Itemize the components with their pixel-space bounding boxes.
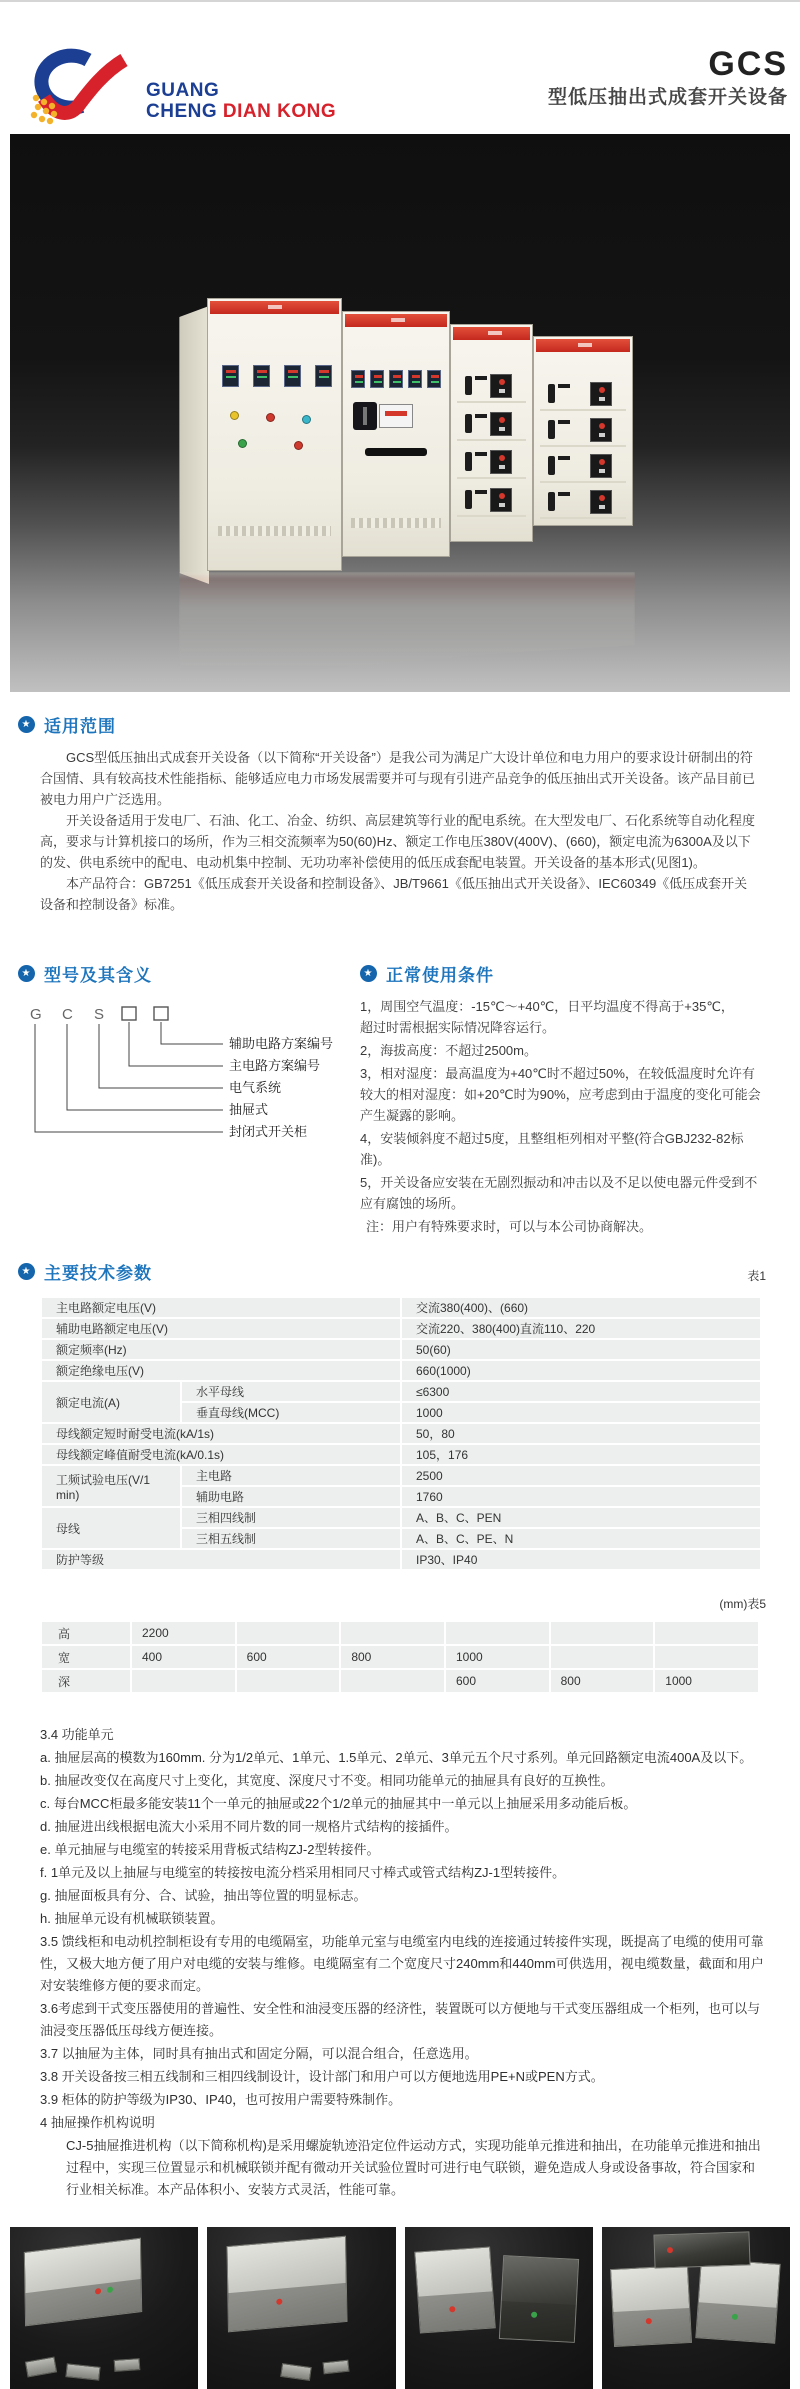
- section-bullet-icon: ★: [18, 965, 35, 982]
- main-product-photo: [10, 134, 790, 692]
- model-section-title: 型号及其含义: [44, 966, 152, 985]
- condition-item: 2，海拔高度：不超过2500m。: [360, 1043, 537, 1058]
- feature-line: 3.8 开关设备按三相五线制和三相四线制设计，设计部门和用户可以方便地选用PE+N或PEN方式。: [40, 2069, 604, 2084]
- cabinet-panel-2: [342, 311, 450, 557]
- scope-paragraph: 本产品符合：GB7251《低压成套开关设备和控制设备》、JB/T9661《低压抽出式开关设备》、IEC60349《低压成套开关设备和控制设备》标准。: [40, 876, 748, 912]
- dim-label: 深: [41, 1669, 131, 1693]
- scope-section-title: 适用范围: [44, 717, 116, 736]
- param-sublabel: 三相五线制: [181, 1528, 401, 1549]
- drawer-unit-photo-4: [602, 2227, 790, 2389]
- feature-line: 3.7 以抽屉为主体，同时具有抽出式和固定分隔，可以混合组合，任意选用。: [40, 2046, 478, 2061]
- param-value: 660(1000): [401, 1360, 761, 1381]
- param-value: 交流220、380(400)直流110、220: [401, 1318, 761, 1339]
- feature-line: 3.4 功能单元: [40, 1727, 114, 1742]
- feature-line: g. 抽屉面板具有分、合、试验，抽出等位置的明显标志。: [40, 1888, 367, 1903]
- company-brand: [18, 28, 336, 128]
- dim-value: [654, 1645, 759, 1669]
- cabinet-side-face: [179, 306, 209, 584]
- dim-value: [654, 1621, 759, 1645]
- conditions-section-header: [360, 961, 766, 986]
- section-technical-parameters: [0, 1259, 800, 1571]
- section-operating-conditions: [360, 961, 800, 1239]
- company-name-line2-blue: CHENG: [146, 101, 218, 122]
- model-code-diagram: [18, 1002, 358, 1152]
- svg-text:S: S: [94, 1006, 105, 1023]
- dim-value: 600: [445, 1669, 550, 1693]
- condition-item: 4，安装倾斜度不超过5度，且整组柜列相对平整(符合GBJ232-82标准)。: [360, 1131, 744, 1167]
- condition-item: 1，周围空气温度：-15℃～+40℃，日平均温度不得高于+35℃， 超过时需根据实际情况降容运行。: [360, 999, 754, 1035]
- feature-line: CJ-5抽屉推进机构（以下简称机构)是采用螺旋轨迹沿定位件运动方式，实现功能单元推进和抽出，在功能单元推进和抽出过程中，实现三位置显示和机械联锁并配有微动开关试验位置时可进行电气联锁，避免造成人身或设备事故，符合国家和行业相关标准。本产品体积小、安装方式灵活，性能可靠。: [66, 2138, 761, 2197]
- param-sublabel: 辅助电路: [181, 1486, 401, 1507]
- drawer-unit-photo-2: [207, 2227, 395, 2389]
- feature-line: h. 抽屉单元设有机械联锁装置。: [40, 1911, 224, 1926]
- param-value: IP30、IP40: [401, 1549, 761, 1570]
- section-bullet-icon: ★: [18, 716, 35, 733]
- conditions-section-title: 正常使用条件: [386, 966, 494, 985]
- dim-value: [340, 1621, 445, 1645]
- param-value: 交流380(400)、(660): [401, 1297, 761, 1318]
- param-label: 工频试验电压(V/1 min): [41, 1465, 181, 1507]
- drawer-unit-photo-1: [10, 2227, 198, 2389]
- condition-item: 5，开关设备应安装在无剧烈振动和冲击以及不足以使电器元件受到不应有腐蚀的场所。: [360, 1175, 758, 1211]
- param-label: 额定电流(A): [41, 1381, 181, 1423]
- cabinet-panel-3: [450, 324, 533, 542]
- dim-value: [236, 1621, 341, 1645]
- feature-line: 4 抽屉操作机构说明: [40, 2115, 155, 2130]
- condition-item: 3，相对湿度：最高温度为+40℃时不超过50%，在较低温度时允许有较大的相对湿度：如+20℃时为90%，应考虑到由于温度的变化可能会产生凝露的影响。: [360, 1066, 761, 1123]
- param-sublabel: 水平母线: [181, 1381, 401, 1402]
- feature-line: 3.9 柜体的防护等级为IP30、IP40，也可按用户需要特殊制作。: [40, 2092, 402, 2107]
- param-label: 母线额定短时耐受电流(kA/1s): [41, 1423, 401, 1444]
- parameters-table: [40, 1296, 762, 1571]
- feature-line: d. 抽屉进出线根据电流大小采用不同片数的同一规格片式结构的接插件。: [40, 1819, 458, 1834]
- svg-text:抽屉式: 抽屉式: [229, 1102, 269, 1117]
- company-name-line1: GUANG: [146, 80, 220, 101]
- cabinet-panel-1: [207, 298, 342, 571]
- feature-line: f. 1单元及以上抽屉与电缆室的转接按电流分档采用相同尺寸棒式或管式结构ZJ-1型转接件。: [40, 1865, 566, 1880]
- feature-line: 3.5 馈线柜和电动机控制柜设有专用的电缆隔室，功能单元室与电缆室内电线的连接通过转接件实现，既提高了电缆的使用可靠性，又极大地方便了用户对电缆的安装与维修。电缆隔室有二个宽度尺寸240mm和440mm可供选用，视电缆数量，截面和用户对安装维修方便的要求而定。: [40, 1934, 764, 1993]
- table5-tag: (mm)表5: [719, 1597, 766, 1611]
- param-sublabel: 垂直母线(MCC): [181, 1402, 401, 1423]
- param-sublabel: 主电路: [181, 1465, 401, 1486]
- section-model-meaning: [0, 961, 360, 1239]
- drawer-unit-gallery: [10, 2227, 790, 2389]
- scope-paragraph: 开关设备适用于发电厂、石油、化工、冶金、纺织、高层建筑等行业的配电系统。在大型发电厂、石化系统等自动化程度高，要求与计算机接口的场所，作为三相交流频率为50(60)Hz、额定工作电压380V(400V)、(660)，额定电流为6300A及以下的发、供电系统中的配电、电动机集中控制、无功功率补偿使用的低压成套配电装置。开关设备的基本形式(见图1)。: [40, 813, 756, 870]
- svg-text:封闭式开关柜: 封闭式开关柜: [229, 1124, 308, 1139]
- scope-section-header: [18, 712, 800, 737]
- company-name: [146, 80, 336, 128]
- feature-line: a. 抽屉层高的模数为160mm. 分为1/2单元、1单元、1.5单元、2单元、3单元五个尺寸系列。单元回路额定电流400A及以下。: [40, 1750, 753, 1765]
- param-label: 额定绝缘电压(V): [41, 1360, 401, 1381]
- param-value: 1000: [401, 1402, 761, 1423]
- cabinet-panel-4: [533, 336, 633, 526]
- param-value: 105，176: [401, 1444, 761, 1465]
- model-section-header: [18, 961, 360, 986]
- scope-paragraph: GCS型低压抽出式成套开关设备（以下简称“开关设备”）是我公司为满足广大设计单位和电力用户的要求设计研制出的符合国情、具有较高技术性能指标、能够适应电力市场发展需要并可与现有引进产品竞争的低压抽出式开关设备。该产品目前已被电力用户广泛选用。: [40, 750, 756, 807]
- section-scope: [0, 712, 800, 915]
- dim-value: [445, 1621, 550, 1645]
- param-value: 2500: [401, 1465, 761, 1486]
- section-dimensions: [0, 1595, 800, 1694]
- company-name-line2-red: DIAN KONG: [222, 101, 337, 122]
- floor-reflection: [179, 572, 635, 690]
- svg-text:电气系统: 电气系统: [229, 1080, 282, 1095]
- param-label: 母线: [41, 1507, 181, 1549]
- dim-value: [236, 1669, 341, 1693]
- section-bullet-icon: ★: [18, 1263, 35, 1280]
- feature-line: c. 每台MCC柜最多能安装11个一单元的抽屉或22个1/2单元的抽屉其中一单元以上抽屉采用多动能后板。: [40, 1796, 637, 1811]
- param-value: 1760: [401, 1486, 761, 1507]
- drawer-unit-photo-3: [405, 2227, 593, 2389]
- params-section-header: [18, 1259, 152, 1284]
- dim-label: 高: [41, 1621, 131, 1645]
- param-label: 母线额定峰值耐受电流(kA/0.1s): [41, 1444, 401, 1465]
- dim-value: 1000: [445, 1645, 550, 1669]
- svg-text:辅助电路方案编号: 辅助电路方案编号: [229, 1036, 334, 1051]
- dim-label: 宽: [41, 1645, 131, 1669]
- section-feature-notes: [40, 1724, 764, 2201]
- dim-value: 400: [131, 1645, 236, 1669]
- dim-value: 2200: [131, 1621, 236, 1645]
- dim-value: [550, 1621, 655, 1645]
- table1-tag: 表1: [747, 1269, 766, 1283]
- dim-value: 800: [340, 1645, 445, 1669]
- dim-value: [131, 1669, 236, 1693]
- param-value: A、B、C、PEN: [401, 1507, 761, 1528]
- param-value: 50(60): [401, 1339, 761, 1360]
- svg-text:G: G: [30, 1006, 42, 1023]
- param-value: 50，80: [401, 1423, 761, 1444]
- condition-note: 注：用户有特殊要求时，可以与本公司协商解决。: [366, 1219, 653, 1234]
- page-header: [0, 2, 800, 128]
- feature-line: b. 抽屉改变仅在高度尺寸上变化，其宽度、深度尺寸不变。相同功能单元的抽屉具有良好的互换性。: [40, 1773, 614, 1788]
- dim-value: 600: [236, 1645, 341, 1669]
- product-title-block: [548, 28, 788, 128]
- dim-value: 1000: [654, 1669, 759, 1693]
- param-label: 防护等级: [41, 1549, 401, 1570]
- dim-value: [550, 1645, 655, 1669]
- feature-line: 3.6考虑到干式变压器使用的普遍性、安全性和油浸变压器的经济性，装置既可以方便地与干式变压器组成一个柜列，也可以与油浸变压器低压母线方便连接。: [40, 2001, 761, 2038]
- param-value: ≤6300: [401, 1381, 761, 1402]
- param-value: A、B、C、PE、N: [401, 1528, 761, 1549]
- svg-text:C: C: [62, 1006, 73, 1023]
- params-section-title: 主要技术参数: [44, 1264, 152, 1283]
- dim-value: [340, 1669, 445, 1693]
- company-logo-icon: [18, 48, 136, 128]
- dimensions-table: [40, 1620, 760, 1694]
- product-code: GCS: [708, 45, 788, 83]
- param-label: 辅助电路额定电压(V): [41, 1318, 401, 1339]
- dim-value: 800: [550, 1669, 655, 1693]
- svg-text:主电路方案编号: 主电路方案编号: [229, 1058, 321, 1073]
- section-bullet-icon: ★: [360, 965, 377, 982]
- param-sublabel: 三相四线制: [181, 1507, 401, 1528]
- feature-line: e. 单元抽屉与电缆室的转接采用背板式结构ZJ-2型转接件。: [40, 1842, 380, 1857]
- param-label: 额定频率(Hz): [41, 1339, 401, 1360]
- product-subtitle: 型低压抽出式成套开关设备: [547, 87, 788, 108]
- param-label: 主电路额定电压(V): [41, 1297, 401, 1318]
